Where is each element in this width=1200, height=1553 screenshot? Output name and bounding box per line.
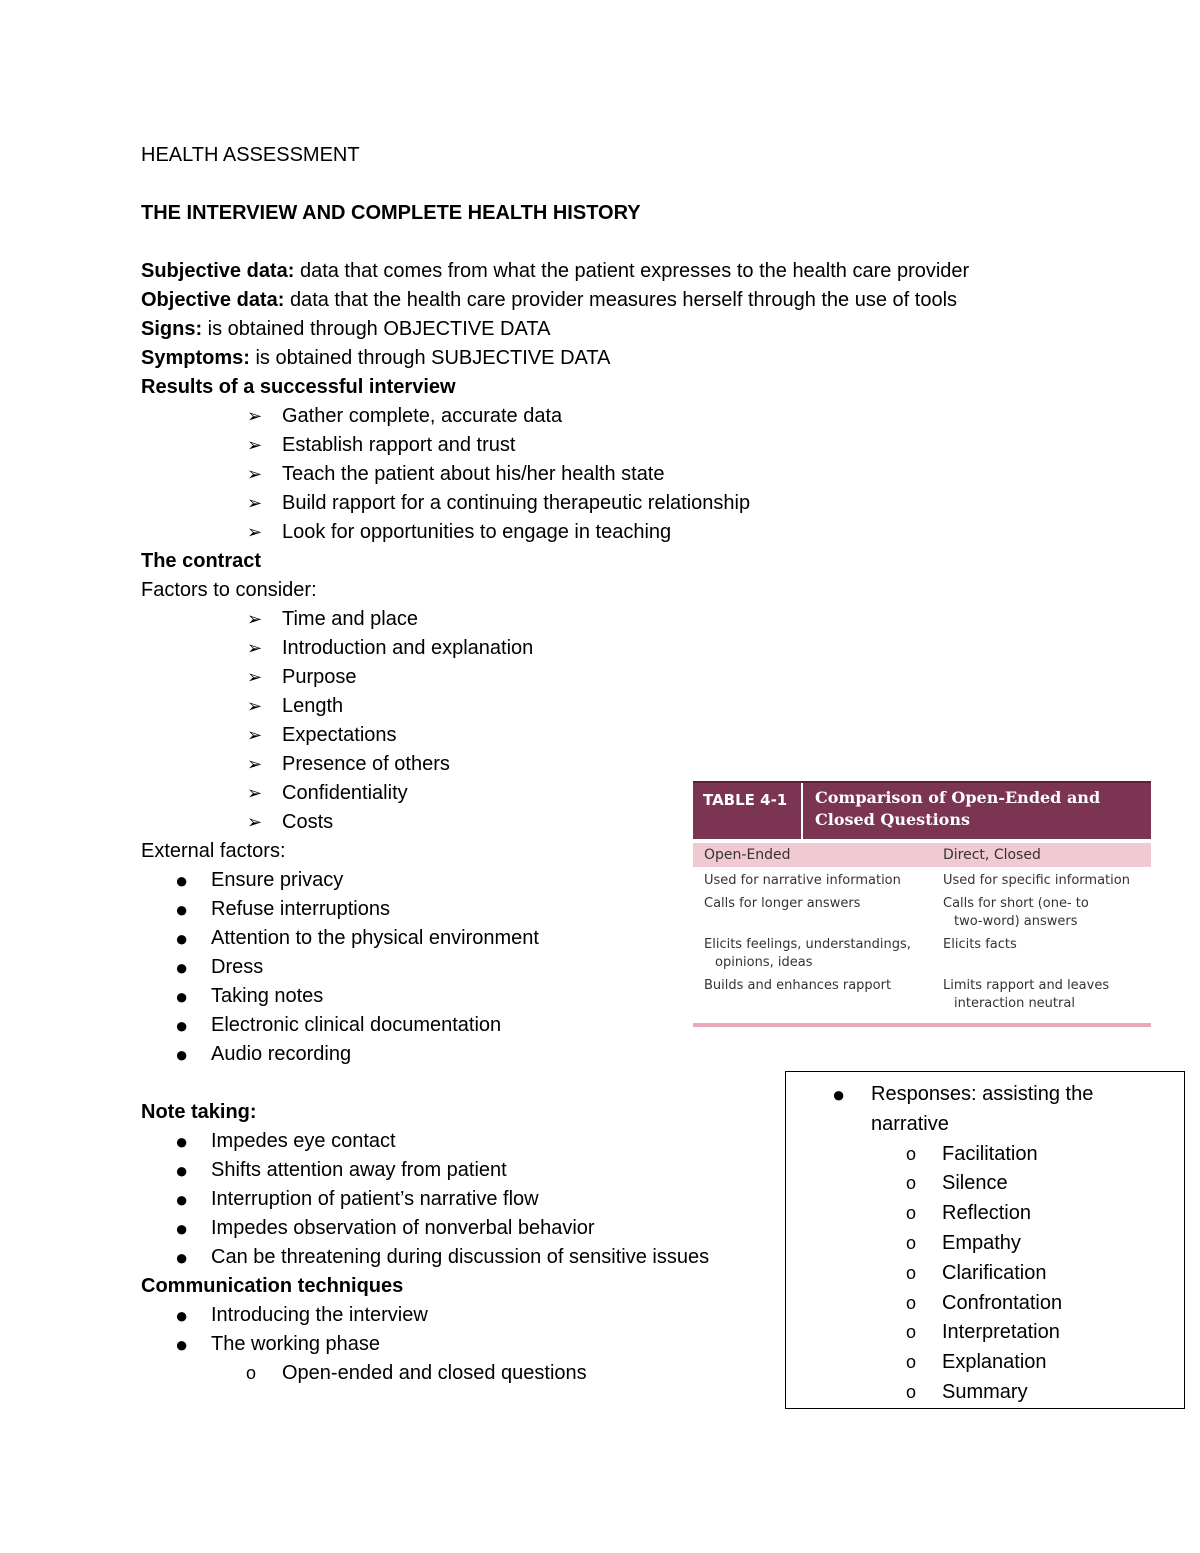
contract-heading: The contract	[141, 550, 262, 572]
list-item: ➢ Presence of others	[141, 750, 801, 779]
circle-bullet-icon: o	[246, 1363, 257, 1383]
arrow-bullet-icon: ➢	[247, 812, 263, 832]
definition-objective: Objective data: data that the health care provider measures herself through the use of tools	[141, 289, 958, 311]
list-item: ● Attention to the physical environment	[175, 926, 539, 951]
definition-signs: Signs: is obtained through OBJECTIVE DATA	[141, 318, 551, 340]
doc-title: HEALTH ASSESSMENT	[141, 144, 360, 166]
circle-bullet-icon: o	[906, 1292, 917, 1313]
list-item: ➢ Expectations	[141, 721, 801, 750]
column-header-closed: Direct, Closed	[943, 847, 1041, 863]
list-item: ➢ Confidentiality	[141, 779, 801, 808]
bullet-icon: ●	[175, 984, 189, 1009]
list-item: ➢ Teach the patient about his/her health state	[141, 460, 801, 489]
list-item: ● Refuse interruptions	[175, 897, 390, 922]
list-item: ● Can be threatening during discussion of sensitive issues	[175, 1245, 710, 1270]
list-item: ● Introducing the interview	[175, 1303, 428, 1328]
bullet-icon: ●	[175, 1187, 189, 1212]
list-item: ● Taking notes	[175, 984, 324, 1009]
arrow-bullet-icon: ➢	[247, 435, 263, 455]
bullet-icon: ●	[175, 1158, 189, 1183]
table-cell: Builds and enhances rapport	[704, 978, 892, 993]
list-item: ● Dress	[175, 955, 264, 980]
list-item: o Reflection	[786, 1199, 1184, 1229]
list-item: ● Shifts attention away from patient	[175, 1158, 507, 1183]
table-cell-continuation: interaction neutral	[954, 996, 1075, 1011]
communication-heading: Communication techniques	[141, 1275, 404, 1297]
bullet-icon: ●	[175, 1303, 189, 1328]
responses-text-box	[785, 1071, 1185, 1409]
table-bottom-rule	[693, 1023, 1151, 1027]
circle-bullet-icon: o	[906, 1262, 917, 1283]
bullet-icon: ●	[175, 955, 189, 980]
arrow-bullet-icon: ➢	[247, 522, 263, 542]
table-id: TABLE 4-1	[693, 783, 803, 839]
table-cell-continuation: opinions, ideas	[715, 955, 813, 970]
list-item: ➢ Length	[141, 692, 801, 721]
results-list	[141, 402, 801, 547]
external-label: External factors:	[141, 840, 286, 862]
table-cell: Calls for short (one- to	[943, 896, 1089, 911]
list-item: ● Electronic clinical documentation	[175, 1013, 502, 1038]
list-item: o Clarification	[786, 1259, 1184, 1289]
list-item: ➢ Purpose	[141, 663, 801, 692]
column-header-open: Open-Ended	[704, 847, 791, 863]
list-item: ➢ Establish rapport and trust	[141, 431, 801, 460]
circle-bullet-icon: o	[906, 1173, 917, 1194]
table-cell: Used for narrative information	[704, 873, 901, 888]
list-item: ● Impedes observation of nonverbal behavior	[175, 1216, 595, 1241]
definition-symptoms: Symptoms: is obtained through SUBJECTIVE DATA	[141, 347, 611, 369]
list-item: o Open-ended and closed questions	[141, 1359, 801, 1388]
bullet-icon: ●	[832, 1082, 846, 1107]
table-cell: Elicits facts	[943, 937, 1017, 952]
list-item: ● Audio recording	[175, 1042, 352, 1067]
note-taking-heading: Note taking:	[141, 1101, 257, 1123]
arrow-bullet-icon: ➢	[247, 464, 263, 484]
bullet-icon: ●	[175, 897, 189, 922]
definition-subjective: Subjective data: data that comes from what the patient expresses to the health care provider	[141, 260, 970, 282]
list-item: ➢ Time and place	[141, 605, 801, 634]
circle-bullet-icon: o	[906, 1381, 917, 1402]
table-title: Comparison of Open-Ended and Closed Questions	[815, 788, 1101, 829]
communication-sublist	[141, 1359, 801, 1388]
results-heading: Results of a successful interview	[141, 376, 456, 398]
doc-subtitle: THE INTERVIEW AND COMPLETE HEALTH HISTORY	[141, 202, 641, 224]
responses-list	[786, 1140, 1184, 1408]
list-item: ● Impedes eye contact	[175, 1129, 396, 1154]
factors-label: Factors to consider:	[141, 579, 317, 601]
arrow-bullet-icon: ➢	[247, 696, 263, 716]
list-item: o Interpretation	[786, 1318, 1184, 1348]
arrow-bullet-icon: ➢	[247, 638, 263, 658]
list-item: o Summary	[786, 1378, 1184, 1408]
list-item: o Explanation	[786, 1348, 1184, 1378]
arrow-bullet-icon: ➢	[247, 667, 263, 687]
list-item: ● The working phase	[175, 1332, 380, 1357]
arrow-bullet-icon: ➢	[247, 609, 263, 629]
responses-heading: ● Responses: assisting the narrative	[832, 1082, 1094, 1135]
table-column-headers	[693, 843, 1151, 867]
circle-bullet-icon: o	[906, 1232, 917, 1253]
list-item: o Confrontation	[786, 1289, 1184, 1319]
circle-bullet-icon: o	[906, 1143, 917, 1164]
table-row	[693, 977, 1151, 1013]
list-item: ➢ Gather complete, accurate data	[141, 402, 801, 431]
note-taking-list	[141, 1127, 801, 1272]
list-item: ● Ensure privacy	[175, 868, 344, 893]
list-item: ➢ Look for opportunities to engage in teaching	[141, 518, 801, 547]
table-cell: Used for specific information	[943, 873, 1130, 888]
table-cell-continuation: two-word) answers	[954, 914, 1078, 929]
circle-bullet-icon: o	[906, 1203, 917, 1224]
table-cell: Calls for longer answers	[704, 896, 861, 911]
table-row	[693, 895, 1151, 931]
bullet-icon: ●	[175, 1332, 189, 1357]
circle-bullet-icon: o	[906, 1352, 917, 1373]
comparison-table-image	[693, 781, 1151, 1027]
list-item: ➢ Build rapport for a continuing therapeutic relationship	[141, 489, 801, 518]
arrow-bullet-icon: ➢	[247, 406, 263, 426]
bullet-icon: ●	[175, 926, 189, 951]
bullet-icon: ●	[175, 1245, 189, 1270]
list-item: o Empathy	[786, 1229, 1184, 1259]
circle-bullet-icon: o	[906, 1322, 917, 1343]
table-row	[693, 872, 1151, 890]
list-item: o Facilitation	[786, 1140, 1184, 1170]
table-row	[693, 936, 1151, 972]
bullet-icon: ●	[175, 868, 189, 893]
bullet-icon: ●	[175, 1042, 189, 1067]
arrow-bullet-icon: ➢	[247, 783, 263, 803]
bullet-icon: ●	[175, 1216, 189, 1241]
arrow-bullet-icon: ➢	[247, 493, 263, 513]
list-item: ● Interruption of patient’s narrative flow	[175, 1187, 539, 1212]
arrow-bullet-icon: ➢	[247, 754, 263, 774]
bullet-icon: ●	[175, 1013, 189, 1038]
table-cell: Elicits feelings, understandings,	[704, 937, 911, 952]
list-item: o Silence	[786, 1169, 1184, 1199]
table-header	[693, 781, 1151, 839]
list-item: ➢ Costs	[141, 808, 801, 837]
communication-list	[141, 1301, 801, 1359]
bullet-icon: ●	[175, 1129, 189, 1154]
list-item: ➢ Introduction and explanation	[141, 634, 801, 663]
arrow-bullet-icon: ➢	[247, 725, 263, 745]
table-cell: Limits rapport and leaves	[943, 978, 1110, 993]
